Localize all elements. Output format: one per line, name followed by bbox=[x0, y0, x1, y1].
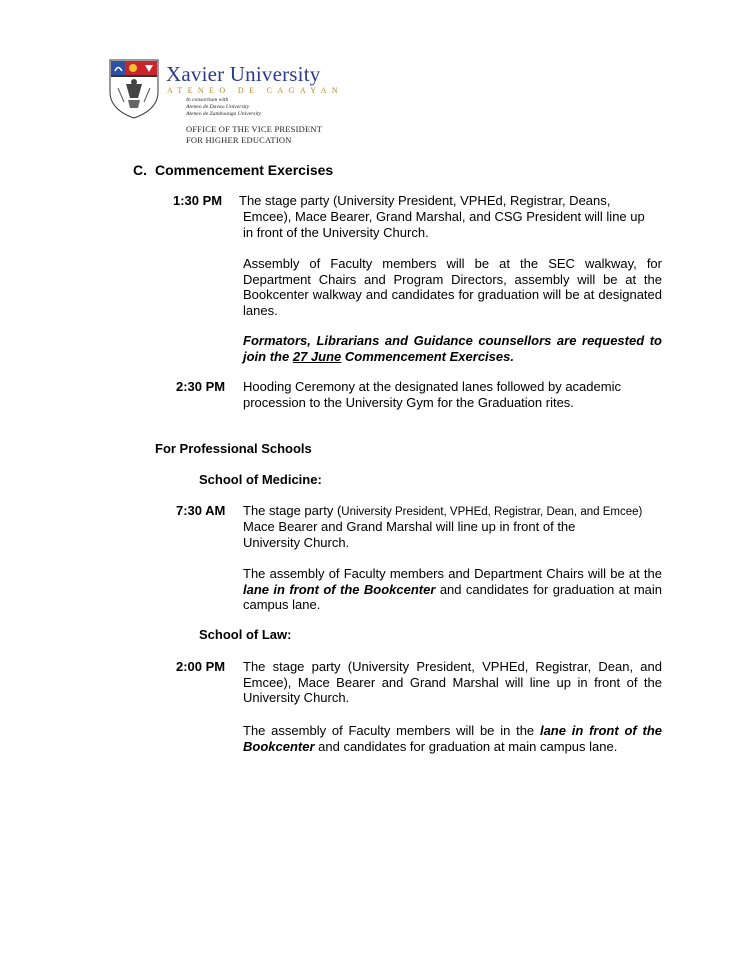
schedule-text-line bbox=[243, 503, 642, 521]
formators-note bbox=[243, 333, 662, 364]
text-emphasis: lane in front of the Bookcenter bbox=[243, 581, 436, 597]
note-date: 27 June bbox=[292, 348, 342, 364]
time-label: 7:30 AM bbox=[176, 503, 226, 518]
schedule-text-line: The stage party (University President, VPHEd, Registrar, Deans, bbox=[239, 193, 611, 208]
consortium-line: Ateneo de Zamboanga University bbox=[186, 111, 262, 117]
schedule-text-line: University Church. bbox=[243, 535, 350, 550]
text-part: and candidates for graduation at main campus lane. bbox=[243, 581, 663, 612]
section-title: Commencement Exercises bbox=[155, 162, 334, 178]
medicine-assembly-paragraph bbox=[243, 566, 662, 613]
letterhead bbox=[108, 58, 368, 150]
professional-schools-heading: For Professional Schools bbox=[155, 441, 312, 456]
time-label: 2:00 PM bbox=[176, 659, 226, 674]
university-name: Xavier University bbox=[166, 62, 321, 86]
note-text: Formators, Librarians and Guidance counsellors are requested to join the bbox=[243, 333, 662, 364]
office-line: FOR HIGHER EDUCATION bbox=[186, 135, 292, 145]
text-part: and candidates for graduation at main campus lane. bbox=[314, 738, 618, 754]
law-heading: School of Law: bbox=[199, 627, 292, 642]
text-part: The assembly of Faculty members and Department Chairs will be at the bbox=[243, 566, 662, 581]
time-label: 1:30 PM bbox=[173, 193, 223, 208]
schedule-text-line: procession to the University Gym for the Graduation rites. bbox=[243, 395, 574, 410]
university-subtitle: ATENEO DE CAGAYAN bbox=[167, 86, 343, 95]
consortium-note bbox=[186, 97, 261, 118]
consortium-line: Ateneo de Davao University bbox=[186, 104, 250, 110]
text-part: University President, VPHEd, Registrar, Dean, and Emcee) bbox=[341, 506, 643, 518]
schedule-text-line: Hooding Ceremony at the designated lanes followed by academic bbox=[243, 379, 621, 394]
schedule-text-line: Mace Bearer and Grand Marshal will line up in front of the bbox=[243, 519, 576, 534]
schedule-text-line: in front of the University Church. bbox=[243, 225, 429, 240]
text-part: The stage party ( bbox=[243, 503, 342, 518]
university-shield-logo bbox=[108, 58, 160, 120]
law-assembly-paragraph bbox=[243, 723, 662, 754]
consortium-line: In consortium with bbox=[186, 97, 229, 103]
office-name bbox=[186, 124, 322, 146]
office-line: OFFICE OF THE VICE PRESIDENT bbox=[186, 124, 323, 134]
text-part: The assembly of Faculty members will be in the bbox=[243, 723, 540, 738]
schedule-text-line: Emcee), Mace Bearer, Grand Marshal, and CSG President will line up bbox=[243, 209, 645, 224]
medicine-heading: School of Medicine: bbox=[199, 472, 322, 487]
time-label: 2:30 PM bbox=[176, 379, 226, 394]
law-stage-paragraph: The stage party (University President, VPHEd, Registrar, Dean, and Emcee), Mace Bearer and Grand Marshal will line up in front of the University Church. bbox=[243, 659, 662, 705]
section-letter: C. bbox=[133, 162, 147, 178]
assembly-paragraph: Assembly of Faculty members will be at the SEC walkway, for Department Chairs and Program Directors, assembly will be at the Bookcenter walkway and candidates for graduation will be at designated lanes. bbox=[243, 256, 662, 318]
text-emphasis: lane in front of the Bookcenter bbox=[243, 723, 663, 754]
note-text: Commencement Exercises. bbox=[341, 348, 514, 364]
